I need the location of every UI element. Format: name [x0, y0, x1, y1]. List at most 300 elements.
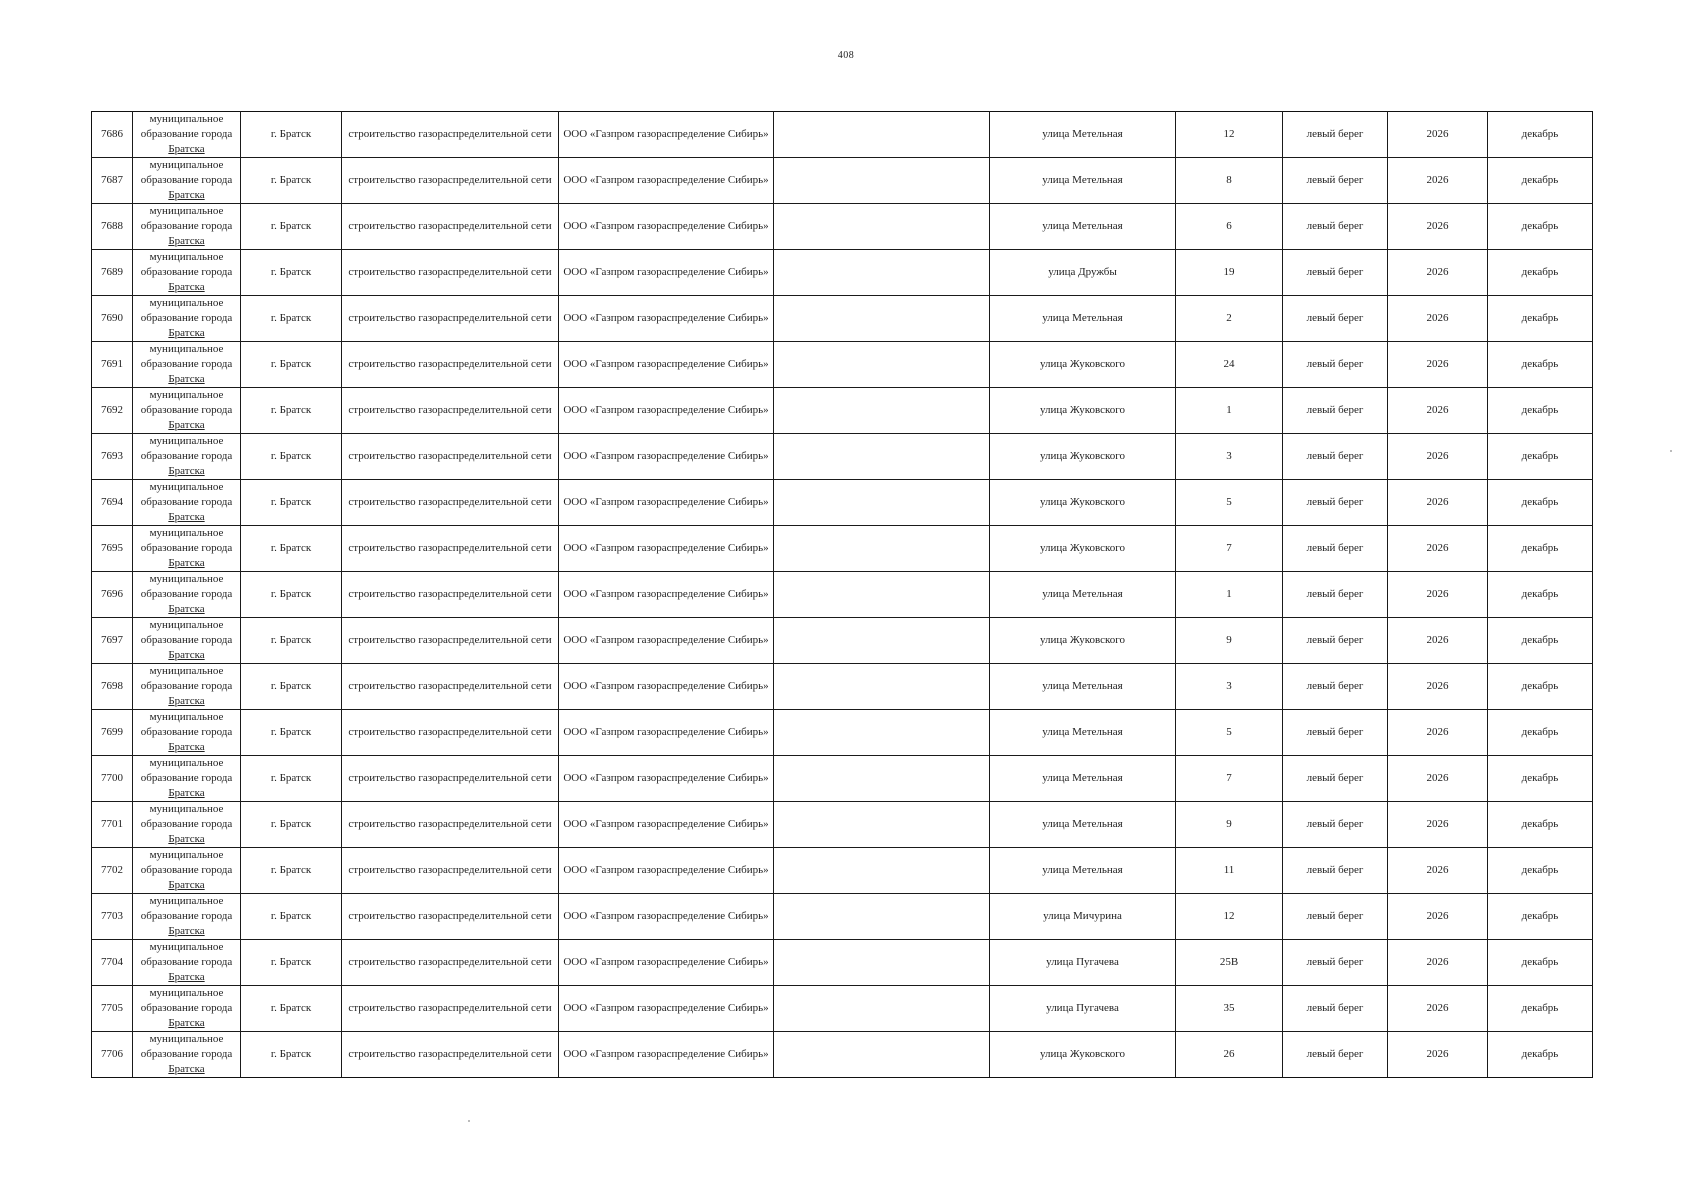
municipality-line-1: муниципальное [149, 895, 224, 907]
municipality-line-2: образование города [140, 266, 233, 278]
row-number: 7704 [101, 956, 123, 968]
organization: ООО «Газпром газораспределение Сибирь» [563, 956, 769, 968]
organization: ООО «Газпром газораспределение Сибирь» [563, 312, 769, 324]
work-type-cell [342, 250, 559, 296]
empty-cell [774, 756, 990, 802]
year: 2026 [1426, 680, 1449, 692]
street: улица Жуковского [1039, 358, 1126, 370]
street-cell [990, 296, 1176, 342]
year: 2026 [1426, 588, 1449, 600]
row-number: 7687 [101, 174, 123, 186]
organization-cell [559, 250, 774, 296]
year-cell [1388, 250, 1488, 296]
bank-cell [1283, 618, 1388, 664]
empty-cell [774, 342, 990, 388]
table-row [92, 250, 1593, 296]
street-cell [990, 618, 1176, 664]
row-number: 7689 [101, 266, 123, 278]
empty-cell [774, 434, 990, 480]
work-type-cell [342, 388, 559, 434]
municipality-line-3: Братска [168, 419, 205, 431]
municipality-cell [133, 388, 241, 434]
street: улица Метельная [1042, 174, 1123, 186]
river-bank: левый берег [1306, 404, 1364, 416]
city: г. Братск [270, 726, 312, 738]
bank-cell [1283, 940, 1388, 986]
row-number: 7702 [101, 864, 123, 876]
year: 2026 [1426, 864, 1449, 876]
month-cell [1488, 848, 1593, 894]
table-row [92, 1032, 1593, 1078]
bank-cell [1283, 756, 1388, 802]
month: декабрь [1521, 772, 1559, 784]
row-number-cell [92, 112, 133, 158]
month: декабрь [1521, 266, 1559, 278]
year-cell [1388, 480, 1488, 526]
organization-cell [559, 434, 774, 480]
month: декабрь [1521, 312, 1559, 324]
work-type: строительство газораспределительной сети [348, 772, 552, 784]
month: декабрь [1521, 496, 1559, 508]
city-cell [241, 572, 342, 618]
table-row [92, 940, 1593, 986]
street-cell [990, 986, 1176, 1032]
work-type: строительство газораспределительной сети [348, 496, 552, 508]
municipality-line-3: Братска [168, 1063, 205, 1075]
year: 2026 [1426, 726, 1449, 738]
year-cell [1388, 158, 1488, 204]
street-cell [990, 572, 1176, 618]
city: г. Братск [270, 128, 312, 140]
organization: ООО «Газпром газораспределение Сибирь» [563, 588, 769, 600]
month-cell [1488, 940, 1593, 986]
municipality-cell [133, 296, 241, 342]
year-cell [1388, 710, 1488, 756]
street: улица Метельная [1042, 864, 1123, 876]
city: г. Братск [270, 818, 312, 830]
row-number: 7690 [101, 312, 123, 324]
house-number: 1 [1226, 404, 1232, 416]
bank-cell [1283, 802, 1388, 848]
municipality-line-1: муниципальное [149, 987, 224, 999]
year-cell [1388, 112, 1488, 158]
bank-cell [1283, 986, 1388, 1032]
work-type: строительство газораспределительной сети [348, 818, 552, 830]
street: улица Пугачева [1046, 1002, 1119, 1014]
municipality-cell [133, 158, 241, 204]
work-type-cell [342, 342, 559, 388]
house-number: 7 [1226, 772, 1232, 784]
municipality-line-1: муниципальное [149, 527, 224, 539]
month-cell [1488, 342, 1593, 388]
municipality-cell [133, 250, 241, 296]
organization: ООО «Газпром газораспределение Сибирь» [563, 542, 769, 554]
house-cell [1176, 158, 1283, 204]
row-number: 7706 [101, 1048, 123, 1060]
month: декабрь [1521, 864, 1559, 876]
year: 2026 [1426, 956, 1449, 968]
work-type-cell [342, 894, 559, 940]
work-type-cell [342, 204, 559, 250]
year-cell [1388, 388, 1488, 434]
street-cell [990, 894, 1176, 940]
municipality-line-1: муниципальное [149, 573, 224, 585]
city-cell [241, 710, 342, 756]
river-bank: левый берег [1306, 358, 1364, 370]
bank-cell [1283, 848, 1388, 894]
house-cell [1176, 802, 1283, 848]
organization: ООО «Газпром газораспределение Сибирь» [563, 864, 769, 876]
empty-cell [774, 112, 990, 158]
table-row [92, 204, 1593, 250]
city-cell [241, 1032, 342, 1078]
street-cell [990, 204, 1176, 250]
work-type-cell [342, 710, 559, 756]
street: улица Метельная [1042, 588, 1123, 600]
organization: ООО «Газпром газораспределение Сибирь» [563, 358, 769, 370]
organization-cell [559, 894, 774, 940]
month-cell [1488, 664, 1593, 710]
street-cell [990, 1032, 1176, 1078]
organization: ООО «Газпром газораспределение Сибирь» [563, 818, 769, 830]
bank-cell [1283, 342, 1388, 388]
empty-cell [774, 894, 990, 940]
organization: ООО «Газпром газораспределение Сибирь» [563, 680, 769, 692]
month: декабрь [1521, 542, 1559, 554]
municipality-line-3: Братска [168, 235, 205, 247]
organization: ООО «Газпром газораспределение Сибирь» [563, 496, 769, 508]
year: 2026 [1426, 358, 1449, 370]
river-bank: левый берег [1306, 1048, 1364, 1060]
year-cell [1388, 434, 1488, 480]
year-cell [1388, 572, 1488, 618]
row-number: 7695 [101, 542, 123, 554]
house-number: 25В [1219, 956, 1239, 968]
municipality-line-2: образование города [140, 772, 233, 784]
municipality-line-2: образование города [140, 358, 233, 370]
year-cell [1388, 204, 1488, 250]
house-cell [1176, 618, 1283, 664]
row-number: 7699 [101, 726, 123, 738]
municipality-line-1: муниципальное [149, 159, 224, 171]
municipality-cell [133, 710, 241, 756]
registry-table [91, 111, 1593, 1078]
street-cell [990, 940, 1176, 986]
empty-cell [774, 940, 990, 986]
city-cell [241, 848, 342, 894]
row-number: 7693 [101, 450, 123, 462]
bank-cell [1283, 158, 1388, 204]
house-number: 1 [1226, 588, 1232, 600]
river-bank: левый берег [1306, 726, 1364, 738]
table-row [92, 710, 1593, 756]
street: улица Жуковского [1039, 542, 1126, 554]
month-cell [1488, 894, 1593, 940]
city: г. Братск [270, 404, 312, 416]
row-number-cell [92, 802, 133, 848]
row-number: 7688 [101, 220, 123, 232]
bank-cell [1283, 894, 1388, 940]
work-type-cell [342, 526, 559, 572]
year: 2026 [1426, 818, 1449, 830]
table-row [92, 664, 1593, 710]
river-bank: левый берег [1306, 864, 1364, 876]
organization-cell [559, 158, 774, 204]
work-type: строительство газораспределительной сети [348, 910, 552, 922]
empty-cell [774, 618, 990, 664]
municipality-line-3: Братска [168, 143, 205, 155]
municipality-line-3: Братска [168, 189, 205, 201]
row-number-cell [92, 572, 133, 618]
house-cell [1176, 1032, 1283, 1078]
work-type-cell [342, 618, 559, 664]
city-cell [241, 664, 342, 710]
organization-cell [559, 756, 774, 802]
municipality-line-3: Братска [168, 281, 205, 293]
row-number: 7701 [101, 818, 123, 830]
organization: ООО «Газпром газораспределение Сибирь» [563, 1002, 769, 1014]
row-number: 7686 [101, 128, 123, 140]
month: декабрь [1521, 818, 1559, 830]
work-type-cell [342, 664, 559, 710]
month: декабрь [1521, 358, 1559, 370]
organization-cell [559, 848, 774, 894]
month-cell [1488, 480, 1593, 526]
work-type-cell [342, 572, 559, 618]
river-bank: левый берег [1306, 542, 1364, 554]
municipality-line-2: образование города [140, 404, 233, 416]
month-cell [1488, 250, 1593, 296]
bank-cell [1283, 204, 1388, 250]
municipality-cell [133, 664, 241, 710]
street: улица Метельная [1042, 680, 1123, 692]
city-cell [241, 434, 342, 480]
year-cell [1388, 342, 1488, 388]
organization: ООО «Газпром газораспределение Сибирь» [563, 174, 769, 186]
work-type: строительство газораспределительной сети [348, 542, 552, 554]
city: г. Братск [270, 312, 312, 324]
municipality-line-1: муниципальное [149, 297, 224, 309]
month-cell [1488, 112, 1593, 158]
house-number: 2 [1226, 312, 1232, 324]
table-row [92, 848, 1593, 894]
organization-cell [559, 1032, 774, 1078]
house-number: 26 [1223, 1048, 1235, 1060]
city: г. Братск [270, 864, 312, 876]
street: улица Жуковского [1039, 1048, 1126, 1060]
municipality-line-1: муниципальное [149, 665, 224, 677]
work-type: строительство газораспределительной сети [348, 174, 552, 186]
municipality-line-3: Братска [168, 879, 205, 891]
empty-cell [774, 986, 990, 1032]
month-cell [1488, 618, 1593, 664]
municipality-cell [133, 1032, 241, 1078]
year-cell [1388, 618, 1488, 664]
month: декабрь [1521, 1048, 1559, 1060]
year: 2026 [1426, 1002, 1449, 1014]
house-cell [1176, 434, 1283, 480]
year: 2026 [1426, 772, 1449, 784]
street-cell [990, 112, 1176, 158]
house-cell [1176, 112, 1283, 158]
table-row [92, 296, 1593, 342]
row-number-cell [92, 342, 133, 388]
month-cell [1488, 526, 1593, 572]
house-number: 24 [1223, 358, 1235, 370]
organization: ООО «Газпром газораспределение Сибирь» [563, 910, 769, 922]
page-number: 408 [837, 50, 855, 61]
bank-cell [1283, 664, 1388, 710]
street: улица Метельная [1042, 726, 1123, 738]
house-number: 9 [1226, 634, 1232, 646]
city: г. Братск [270, 680, 312, 692]
municipality-cell [133, 756, 241, 802]
year: 2026 [1426, 542, 1449, 554]
month: декабрь [1521, 450, 1559, 462]
river-bank: левый берег [1306, 634, 1364, 646]
empty-cell [774, 526, 990, 572]
organization-cell [559, 802, 774, 848]
month: декабрь [1521, 588, 1559, 600]
municipality-line-2: образование города [140, 1048, 233, 1060]
city-cell [241, 480, 342, 526]
month: декабрь [1521, 956, 1559, 968]
month: декабрь [1521, 910, 1559, 922]
municipality-line-2: образование города [140, 128, 233, 140]
municipality-line-2: образование города [140, 634, 233, 646]
street: улица Дружбы [1048, 266, 1117, 278]
municipality-cell [133, 434, 241, 480]
organization-cell [559, 480, 774, 526]
city-cell [241, 940, 342, 986]
city-cell [241, 388, 342, 434]
house-number: 11 [1223, 864, 1235, 876]
table-row [92, 802, 1593, 848]
row-number: 7694 [101, 496, 123, 508]
municipality-line-3: Братска [168, 833, 205, 845]
municipality-line-3: Братска [168, 373, 205, 385]
month: декабрь [1521, 680, 1559, 692]
municipality-line-2: образование города [140, 726, 233, 738]
month: декабрь [1521, 404, 1559, 416]
municipality-line-3: Братска [168, 557, 205, 569]
bank-cell [1283, 572, 1388, 618]
municipality-line-1: муниципальное [149, 389, 224, 401]
empty-cell [774, 802, 990, 848]
house-cell [1176, 572, 1283, 618]
row-number-cell [92, 526, 133, 572]
row-number-cell [92, 756, 133, 802]
river-bank: левый берег [1306, 1002, 1364, 1014]
house-cell [1176, 986, 1283, 1032]
municipality-line-3: Братска [168, 327, 205, 339]
table-row [92, 112, 1593, 158]
city: г. Братск [270, 1048, 312, 1060]
empty-cell [774, 664, 990, 710]
house-cell [1176, 388, 1283, 434]
table-row [92, 618, 1593, 664]
row-number-cell [92, 618, 133, 664]
empty-cell [774, 848, 990, 894]
table-row [92, 756, 1593, 802]
row-number-cell [92, 940, 133, 986]
year: 2026 [1426, 312, 1449, 324]
city: г. Братск [270, 910, 312, 922]
organization-cell [559, 664, 774, 710]
street: улица Мичурина [1043, 910, 1122, 922]
work-type: строительство газораспределительной сети [348, 864, 552, 876]
organization: ООО «Газпром газораспределение Сибирь» [563, 220, 769, 232]
bank-cell [1283, 710, 1388, 756]
house-cell [1176, 526, 1283, 572]
municipality-line-1: муниципальное [149, 1033, 224, 1045]
empty-cell [774, 204, 990, 250]
municipality-line-1: муниципальное [149, 251, 224, 263]
work-type-cell [342, 158, 559, 204]
organization: ООО «Газпром газораспределение Сибирь» [563, 404, 769, 416]
work-type: строительство газораспределительной сети [348, 634, 552, 646]
river-bank: левый берег [1306, 266, 1364, 278]
organization-cell [559, 572, 774, 618]
work-type: строительство газораспределительной сети [348, 220, 552, 232]
river-bank: левый берег [1306, 680, 1364, 692]
work-type: строительство газораспределительной сети [348, 680, 552, 692]
municipality-cell [133, 940, 241, 986]
table-row [92, 434, 1593, 480]
work-type-cell [342, 434, 559, 480]
street-cell [990, 434, 1176, 480]
house-cell [1176, 894, 1283, 940]
municipality-line-1: муниципальное [149, 711, 224, 723]
month-cell [1488, 1032, 1593, 1078]
row-number-cell [92, 710, 133, 756]
municipality-cell [133, 572, 241, 618]
work-type: строительство газораспределительной сети [348, 404, 552, 416]
row-number: 7696 [101, 588, 123, 600]
organization-cell [559, 940, 774, 986]
work-type: строительство газораспределительной сети [348, 128, 552, 140]
month-cell [1488, 986, 1593, 1032]
bank-cell [1283, 112, 1388, 158]
year-cell [1388, 802, 1488, 848]
municipality-line-3: Братска [168, 695, 205, 707]
organization-cell [559, 112, 774, 158]
city: г. Братск [270, 174, 312, 186]
street-cell [990, 250, 1176, 296]
house-number: 19 [1223, 266, 1235, 278]
bank-cell [1283, 388, 1388, 434]
row-number-cell [92, 664, 133, 710]
work-type: строительство газораспределительной сети [348, 312, 552, 324]
street: улица Пугачева [1046, 956, 1119, 968]
organization: ООО «Газпром газораспределение Сибирь» [563, 266, 769, 278]
table-body [92, 112, 1593, 1078]
year: 2026 [1426, 220, 1449, 232]
municipality-line-1: муниципальное [149, 113, 224, 125]
municipality-cell [133, 112, 241, 158]
municipality-line-2: образование города [140, 312, 233, 324]
river-bank: левый берег [1306, 174, 1364, 186]
city-cell [241, 894, 342, 940]
house-cell [1176, 848, 1283, 894]
empty-cell [774, 158, 990, 204]
city: г. Братск [270, 266, 312, 278]
organization-cell [559, 296, 774, 342]
table-row [92, 894, 1593, 940]
city-cell [241, 342, 342, 388]
river-bank: левый берег [1306, 588, 1364, 600]
city-cell [241, 802, 342, 848]
